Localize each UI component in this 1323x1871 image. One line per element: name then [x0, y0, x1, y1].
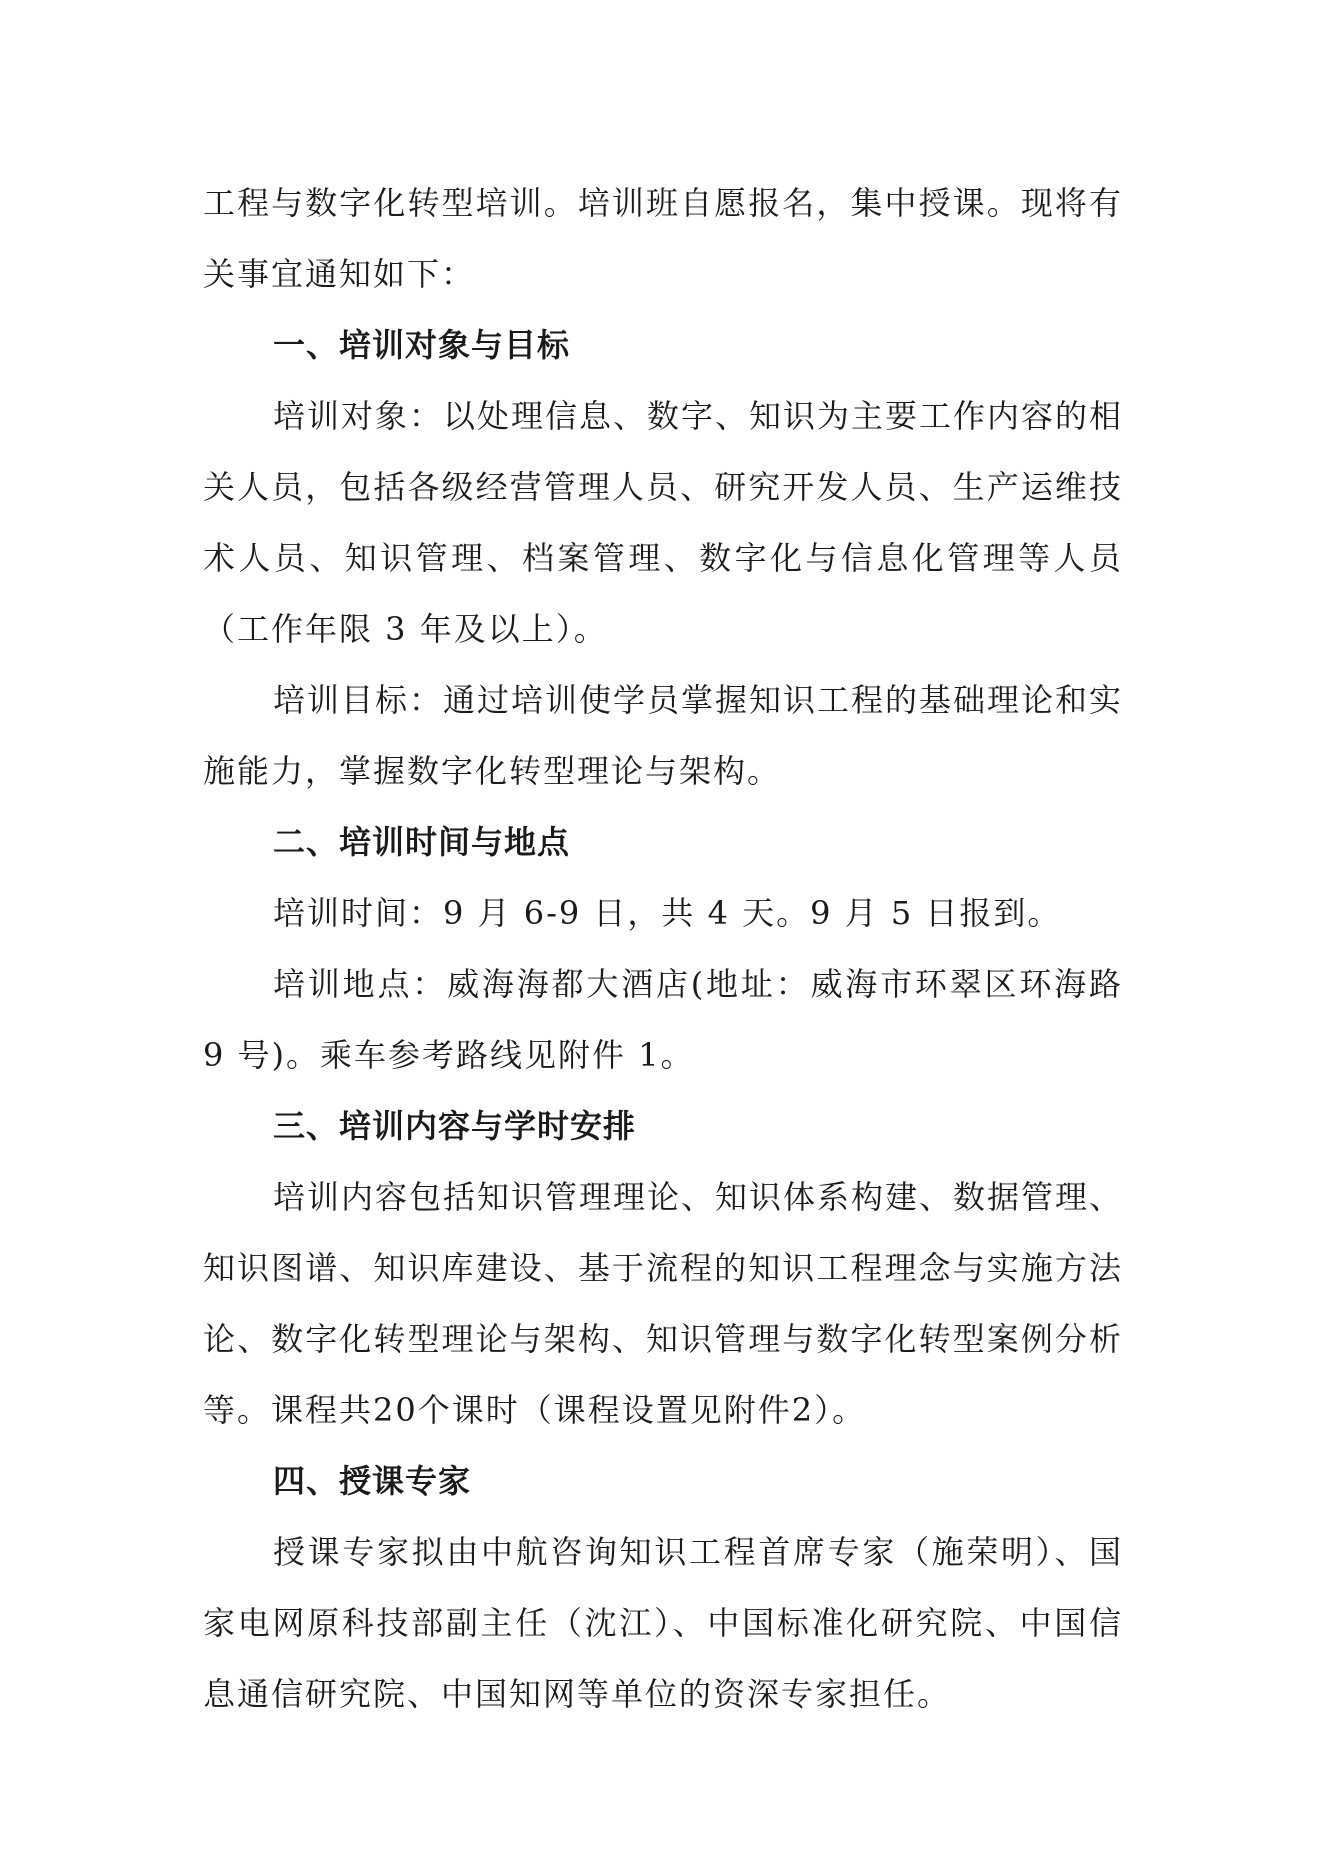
section-heading-4: 四、授课专家 [273, 1462, 472, 1500]
paragraph-training-target: 培训对象：以处理信息、数字、知识为主要工作内容的相关人员，包括各级经营管理人员、研究开发人员、生产运维技术人员、知识管理、档案管理、数字化与信息化管理等人员（工作年限 3 年及以上）。 [203, 397, 1124, 648]
paragraph-training-content: 培训内容包括知识管理理论、知识体系构建、数据管理、知识图谱、知识库建设、基于流程的知识工程理念与实施方法论、数字化转型理论与架构、知识管理与数字化转型案例分析等。课程共20个课时（课程设置见附件2）。 [203, 1178, 1124, 1429]
opening-paragraph: 工程与数字化转型培训。培训班自愿报名，集中授课。现将有关事宜通知如下： [203, 184, 1123, 293]
paragraph-training-location: 培训地点：威海海都大酒店(地址：威海市环翠区环海路 9 号)。乘车参考路线见附件 1。 [203, 965, 1123, 1074]
section-heading-1: 一、培训对象与目标 [273, 326, 571, 364]
section-heading-2: 二、培训时间与地点 [273, 823, 571, 861]
document-body [203, 168, 1123, 1730]
paragraph-training-time: 培训时间：9 月 6-9 日，共 4 天。9 月 5 日报到。 [273, 894, 1062, 932]
paragraph-training-goal: 培训目标：通过培训使学员掌握知识工程的基础理论和实施能力，掌握数字化转型理论与架构。 [203, 681, 1124, 790]
section-heading-3: 三、培训内容与学时安排 [273, 1107, 637, 1145]
paragraph-experts: 授课专家拟由中航咨询知识工程首席专家（施荣明）、国家电网原科技部副主任（沈江）、中国标准化研究院、中国信息通信研究院、中国知网等单位的资深专家担任。 [203, 1533, 1123, 1713]
